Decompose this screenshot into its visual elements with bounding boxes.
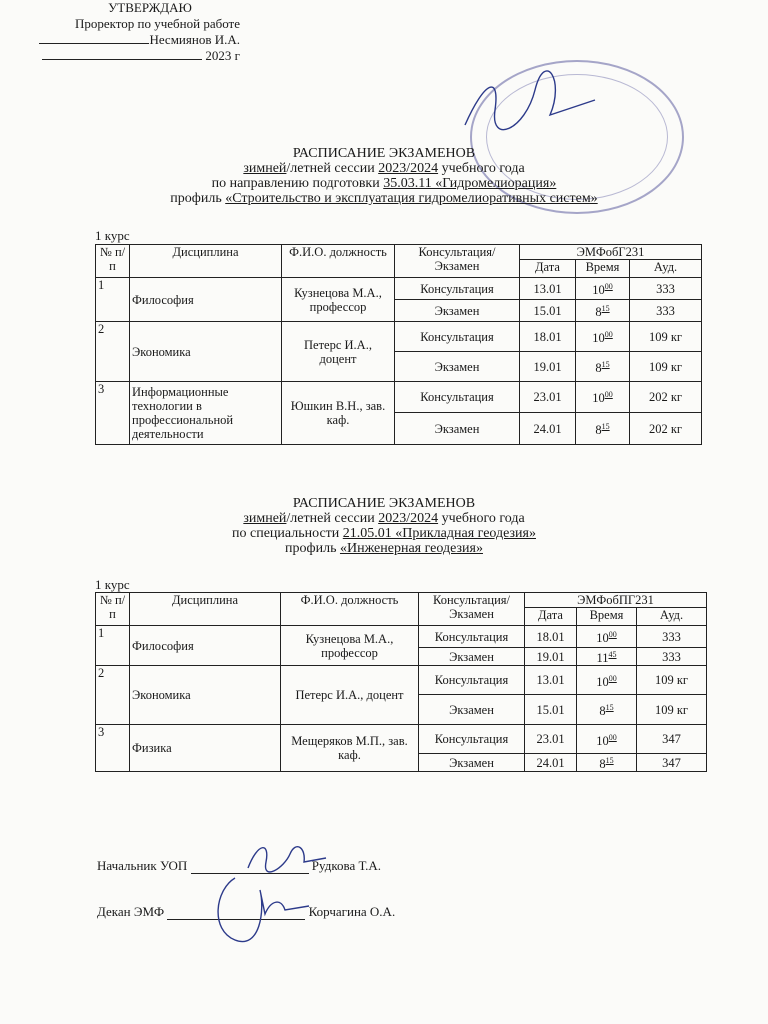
- teacher-cell: Петерс И.А., доцент: [282, 322, 395, 382]
- header-discipline: Дисциплина: [130, 593, 281, 626]
- teacher-cell: Мещеряков М.П., зав. каф.: [281, 725, 419, 772]
- table-row: 3 Физика Мещеряков М.П., зав. каф. Консультация 23.01 $10^{00}$ 347: [96, 725, 707, 754]
- course-label: 1 курс: [95, 577, 130, 592]
- header-num: № п/п: [96, 593, 130, 626]
- schedule-2-heading: РАСПИСАНИЕ ЭКЗАМЕНОВ зимней/летней сессии 2023/2024 учебного года по специальности 21.05.01 «Прикладная геодезия» профиль «Инженерная геодезия»: [0, 496, 768, 556]
- head-name: Рудкова Т.А.: [311, 858, 381, 873]
- discipline-cell: Физика: [130, 725, 281, 772]
- table-row: Экзамен 19.01 $11^{45}$ 333: [96, 648, 707, 666]
- table-row: Экзамен 24.01 $8^{15}$ 202 кг: [96, 413, 702, 445]
- discipline-cell: Информационные технологии в профессиональной деятельности: [130, 382, 282, 445]
- time-cell: $8^{15}$: [576, 413, 630, 445]
- header-teacher: Ф.И.О. должность: [282, 245, 395, 278]
- table-row: 2 Экономика Петерс И.А., доцент Консультация 18.01 $10^{00}$ 109 кг: [96, 322, 702, 352]
- schedule-title: РАСПИСАНИЕ ЭКЗАМЕНОВ: [292, 496, 476, 511]
- table-row: 3 Информационные технологии в профессиональной деятельности Юшкин В.Н., зав. каф. Консультация 23.01 $10^{00}$ 202 кг: [96, 382, 702, 413]
- discipline-cell: Философия: [130, 278, 282, 322]
- time-cell: $10^{00}$: [576, 278, 630, 300]
- profile: «Инженерная геодезия»: [339, 541, 483, 556]
- header-teacher: Ф.И.О. должность: [281, 593, 419, 626]
- header-room: Ауд.: [637, 608, 707, 626]
- table-row: 1 Философия Кузнецова М.А., профессор Консультация 13.01 $10^{00}$ 333: [96, 278, 702, 300]
- table-row: 1 Философия Кузнецова М.А., профессор Консультация 18.01 $10^{00}$ 333: [96, 626, 707, 648]
- time-cell: $10^{00}$: [577, 666, 637, 695]
- header-kind: Консультация/ Экзамен: [419, 593, 525, 626]
- approval-position: Проректор по учебной работе: [74, 16, 240, 31]
- table-row: Экзамен 19.01 $8^{15}$ 109 кг: [96, 352, 702, 382]
- header-time: Время: [577, 608, 637, 626]
- approval-name: Несмиянов И.А.: [149, 32, 240, 47]
- discipline-cell: Экономика: [130, 666, 281, 725]
- header-discipline: Дисциплина: [130, 245, 282, 278]
- time-cell: $10^{00}$: [576, 382, 630, 413]
- course-label: 1 курс: [95, 228, 130, 243]
- header-group: ЭМФобГ231: [520, 245, 702, 260]
- time-cell: $8^{15}$: [576, 352, 630, 382]
- time-cell: $8^{15}$: [576, 300, 630, 322]
- head-role: Начальник УОП: [97, 858, 188, 873]
- header-group: ЭМФобПГ231: [525, 593, 707, 608]
- discipline-cell: Философия: [130, 626, 281, 666]
- header-date: Дата: [520, 260, 576, 278]
- header-num: № п/п: [96, 245, 130, 278]
- dean-role: Декан ЭМФ: [97, 904, 165, 919]
- header-room: Ауд.: [630, 260, 702, 278]
- time-cell: $8^{15}$: [577, 754, 637, 772]
- profile: «Строительство и эксплуатация гидромелиоративных систем»: [225, 191, 598, 206]
- approval-block: [0, 0, 240, 64]
- time-cell: $10^{00}$: [577, 725, 637, 754]
- header-time: Время: [576, 260, 630, 278]
- dean-signature: [205, 870, 315, 950]
- approval-year: 2023 г: [205, 48, 240, 63]
- table-row: Экзамен 24.01 $8^{15}$ 347: [96, 754, 707, 772]
- table-row: Экзамен 15.01 $8^{15}$ 109 кг: [96, 695, 707, 725]
- discipline-cell: Экономика: [130, 322, 282, 382]
- schedule-title: РАСПИСАНИЕ ЭКЗАМЕНОВ: [292, 146, 476, 161]
- dean-name: Корчагина О.А.: [308, 904, 396, 919]
- time-cell: $10^{00}$: [577, 626, 637, 648]
- teacher-cell: Кузнецова М.А., профессор: [281, 626, 419, 666]
- header-kind: Консультация/ Экзамен: [395, 245, 520, 278]
- time-cell: $11^{45}$: [577, 648, 637, 666]
- schedule-table-1: [95, 244, 702, 445]
- teacher-cell: Петерс И.А., доцент: [281, 666, 419, 725]
- schedule-1-heading: РАСПИСАНИЕ ЭКЗАМЕНОВ зимней/летней сессии 2023/2024 учебного года по направлению подготовки 35.03.11 «Гидромелиорация» профиль «Строительство и эксплуатация гидромелиоративных систем»: [0, 146, 768, 206]
- time-cell: $8^{15}$: [577, 695, 637, 725]
- approval-title: УТВЕРЖДАЮ: [108, 0, 192, 15]
- teacher-cell: Юшкин В.Н., зав. каф.: [282, 382, 395, 445]
- time-cell: $10^{00}$: [576, 322, 630, 352]
- table-row: 2 Экономика Петерс И.А., доцент Консультация 13.01 $10^{00}$ 109 кг: [96, 666, 707, 695]
- direction: 35.03.11 «Гидромелиорация»: [383, 176, 557, 191]
- teacher-cell: Кузнецова М.А., профессор: [282, 278, 395, 322]
- direction: 21.05.01 «Прикладная геодезия»: [342, 526, 536, 541]
- header-date: Дата: [525, 608, 577, 626]
- approval-signature: [455, 70, 605, 140]
- table-row: Экзамен 15.01 $8^{15}$ 333: [96, 300, 702, 322]
- schedule-table-2: [95, 592, 707, 772]
